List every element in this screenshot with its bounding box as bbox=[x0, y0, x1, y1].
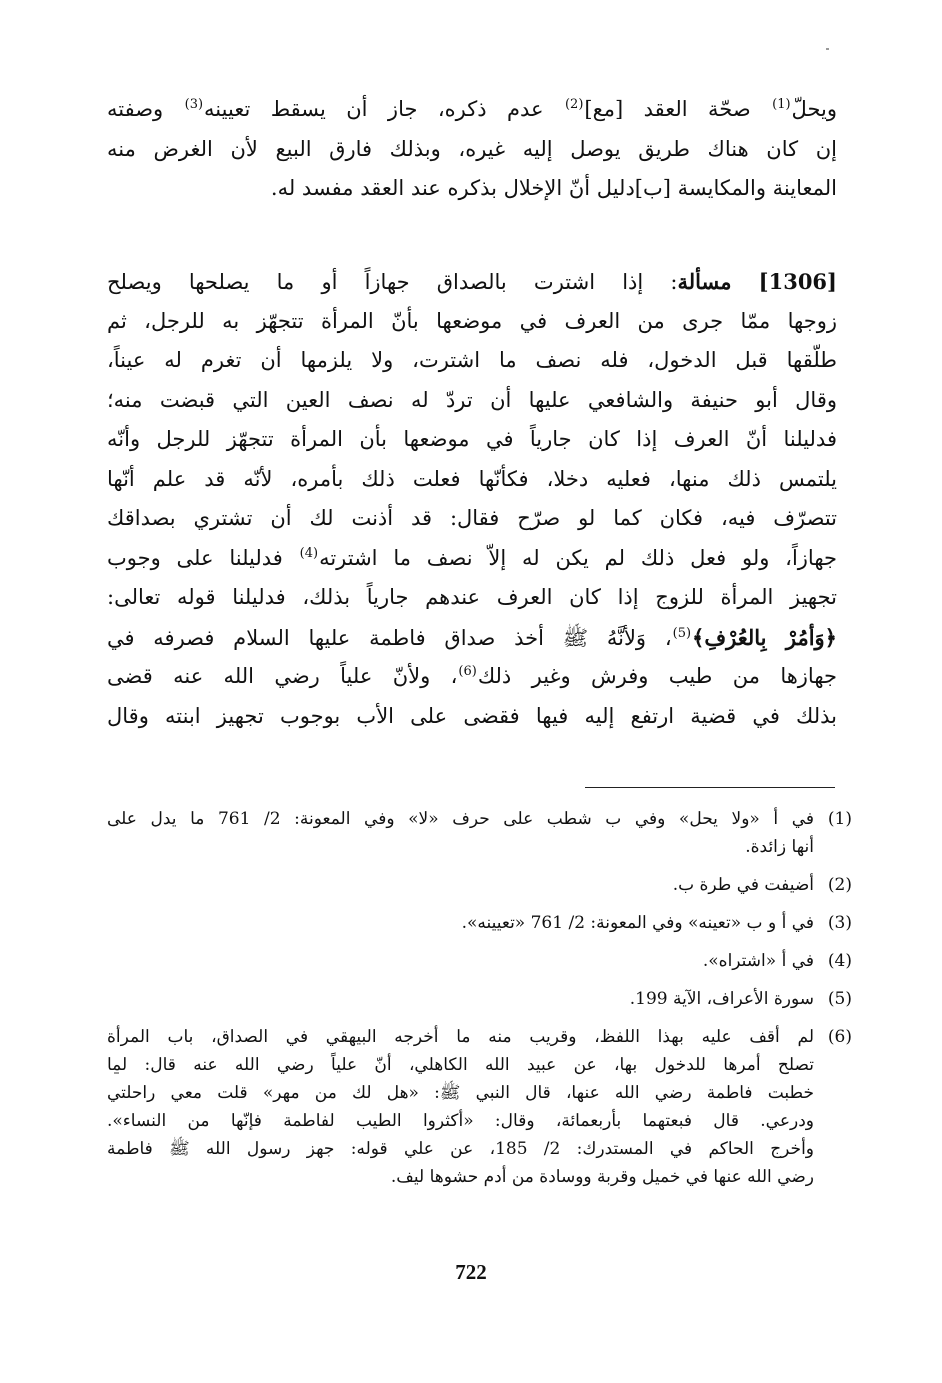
footnote-text: في أ «اشتراه». bbox=[702, 951, 814, 971]
page-number: 722 bbox=[455, 1260, 487, 1284]
footnote-ref-1[interactable]: (1) bbox=[772, 97, 791, 112]
footnote-ref-6[interactable]: (6) bbox=[458, 664, 477, 679]
footnote-item bbox=[107, 1023, 852, 1191]
issue-line-9: تجهيز المرأة للزوج إذا كان العرف عندهم جارياً بذلك، فدليلنا قوله تعالى: bbox=[107, 585, 837, 609]
footnote-ref-3[interactable]: (3) bbox=[184, 97, 204, 112]
intro-line-1: ويحلّ$^{(1)}$ صحّة العقد [مع]$^{(2)}$ عدم ذكره، جاز أن يسقط تعيينه$^{(3)}$ وصفته bbox=[107, 97, 837, 121]
issue-line-8: جهازاً، ولو فعل ذلك لم يكن له إلاّ نصف ما اشترته$^{(4)}$ فدليلنا على وجوب bbox=[107, 545, 837, 570]
issue-line-12: بذلك في قضية ارتفع إليه فيها فقضى على الأب بوجوب تجهيز ابنته وقال bbox=[107, 703, 837, 728]
footnote-ref-2[interactable]: (2) bbox=[564, 97, 584, 112]
issue-line-1: [1306] مسألة: إذا اشترت بالصداق جهازاً أو ما يصلحها ويصلح bbox=[107, 269, 837, 294]
footnote-number: (2) bbox=[827, 875, 852, 895]
footnote-text: أضيفت في طرة ب. bbox=[672, 875, 814, 895]
footnote-ref-4[interactable]: (4) bbox=[299, 545, 319, 561]
footnote-text: سورة الأعراف، الآية 199. bbox=[629, 989, 814, 1009]
footnote-item bbox=[107, 947, 852, 975]
footnote-number: (1) bbox=[827, 809, 852, 829]
quran-verse: ﴿وَأمُرْ بِالعُرْفِ﴾ bbox=[692, 624, 837, 650]
issue-line-2: زوجها ممّا جرى من العرف في موضعها بأنّ المرأة تتجهّز به للرجل، ثم bbox=[107, 308, 837, 333]
issue-line-11: جهازها من طيب وفرش وغير ذلك$^{(6)}$، ولأنّ علياً رضي الله عنه قضى bbox=[107, 664, 837, 688]
footnote-separator bbox=[585, 787, 835, 788]
footnote-text: في أ «ولا يحل» وفي ب شطب على حرف «لا» وفي المعونة: 2/ 761 ما يدل على أنها زائدة. bbox=[107, 809, 814, 857]
footnotes bbox=[107, 805, 852, 1201]
footnote-text: لم أقف عليه بهذا اللفظ، وقريب منه ما أخرجه البيهقي في الصداق، باب المرأة تصلح أمرها للدخول بها، عن عبيد الله الكاهلي، أنّ علياً رضي الله عنه قال: لما خطبت فاطمة رضي الله عنها، قال النبي ﷺ: «هل لك من مهر» قلت معي راحلتي ودرعي. قال فبعتهما بأربعمائة، وقال: «أكثروا الطيب لفاطمة فإنّها من النساء». وأخرج الحاكم في المستدرك: 2/ 185، عن علي قوله: جهز رسول الله ﷺ فاطمة رضي الله عنها في خميل وقربة ووسادة من أدم حشوها ليف. bbox=[107, 1027, 814, 1187]
issue-line-7: تتصرّف فيه، فكان كما لو صرّح فقال: قد أذنت لك أن تشتري بصداقك bbox=[107, 506, 837, 530]
footnote-number: (4) bbox=[827, 951, 852, 971]
intro-paragraph bbox=[107, 90, 837, 209]
issue-line-5: فدليلنا أنّ العرف إذا كان جارياً في موضعها بأن المرأة تتجهّز للرجل وأنّه bbox=[107, 427, 837, 451]
scan-speck bbox=[826, 48, 829, 50]
footnote-item bbox=[107, 871, 852, 899]
footnote-ref-5[interactable]: (5) bbox=[672, 625, 692, 641]
intro-line-2: إن كان هناك طريق يوصل إليه غيره، وبذلك فارق البيع لأن الغرض منه bbox=[107, 136, 837, 161]
issue-paragraph bbox=[107, 262, 837, 736]
footnote-item bbox=[107, 805, 852, 861]
issue-line-6: يلتمس ذلك منها، فعليه دخلا، فكأنّها فعلت ذلك بأمره، لأنّه قد علم أنّها bbox=[107, 466, 837, 491]
intro-line-3: المعاينة والمكايسة [ب]دليل أنّ الإخلال بذكره عند العقد مفسد له. bbox=[270, 176, 837, 200]
footnote-number: (3) bbox=[827, 913, 852, 933]
issue-line-3: طلّقها قبل الدخول، فله نصف ما اشترت، ولا يلزمها أن تغرم له عيناً، bbox=[107, 348, 837, 372]
footnote-item bbox=[107, 909, 852, 937]
issue-label: مسألة bbox=[677, 269, 732, 294]
issue-number: [1306] bbox=[758, 269, 837, 294]
issue-line-4: وقال أبو حنيفة والشافعي عليها أن تردّ له نصف العين التي قبضت منه؛ bbox=[107, 387, 837, 412]
issue-line-10: ﴿وَأمُرْ بِالعُرْفِ﴾$^{(5)}$، وَلأنَّهُ ﷺ أخذ صداق فاطمة عليها السلام فصرفه في bbox=[107, 624, 837, 650]
footnote-number: (5) bbox=[827, 989, 852, 1009]
footnote-item bbox=[107, 985, 852, 1013]
footnote-number: (6) bbox=[827, 1027, 852, 1047]
footnote-text: في أ و ب «تعينه» وفي المعونة: 2/ 761 «تعيينه». bbox=[461, 913, 814, 933]
